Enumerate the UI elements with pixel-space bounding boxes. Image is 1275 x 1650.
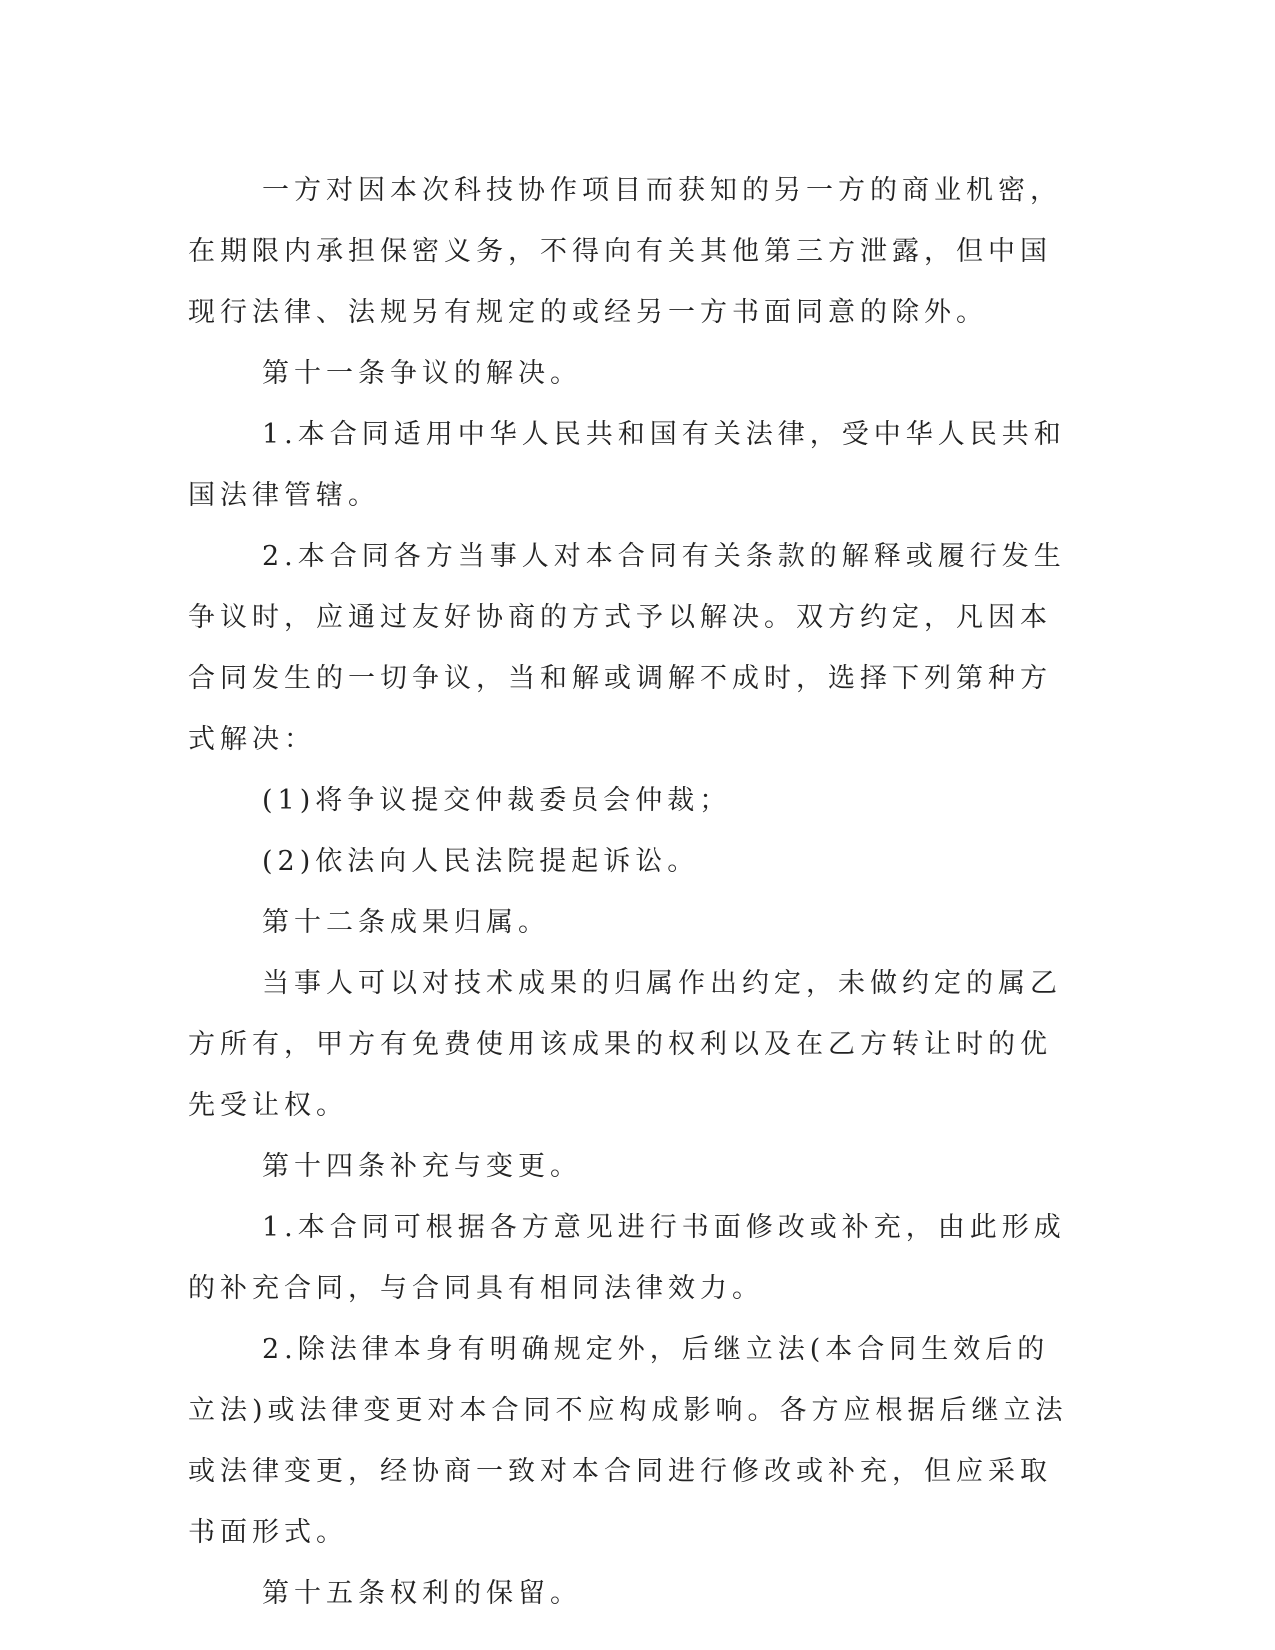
paragraph-article-14-item-1: 1.本合同可根据各方意见进行书面修改或补充，由此形成的补充合同，与合同具有相同法律效力。 [188,1212,1066,1304]
paragraph-option-2: (2)依法向人民法院提起诉讼。 [262,846,700,877]
paragraph-article-14-item-2: 2.除法律本身有明确规定外，后继立法(本合同生效后的立法)或法律变更对本合同不应构成影响。各方应根据后继立法或法律变更，经协商一致对本合同进行修改或补充，但应采取书面形式。 [188,1334,1068,1548]
paragraph-option-1: (1)将争议提交仲裁委员会仲裁； [262,785,732,816]
paragraph-article-12-body: 当事人可以对技术成果的归属作出约定，未做约定的属乙方所有，甲方有免费使用该成果的权利以及在乙方转让时的优先受让权。 [188,968,1062,1121]
heading-article-14: 第十四条补充与变更。 [262,1151,582,1182]
heading-article-11: 第十一条争议的解决。 [262,358,582,389]
heading-article-12: 第十二条成果归属。 [262,907,550,938]
paragraph-article-11-item-1: 1.本合同适用中华人民共和国有关法律，受中华人民共和国法律管辖。 [188,419,1066,511]
paragraph-confidentiality: 一方对因本次科技协作项目而获知的另一方的商业机密，在期限内承担保密义务，不得向有关其他第三方泄露，但中国现行法律、法规另有规定的或经另一方书面同意的除外。 [188,175,1062,328]
document-body [188,160,1073,1624]
paragraph-article-11-item-2: 2.本合同各方当事人对本合同有关条款的解释或履行发生争议时，应通过友好协商的方式予以解决。双方约定，凡因本合同发生的一切争议，当和解或调解不成时，选择下列第种方式解决： [188,541,1066,755]
heading-article-15: 第十五条权利的保留。 [262,1578,582,1609]
